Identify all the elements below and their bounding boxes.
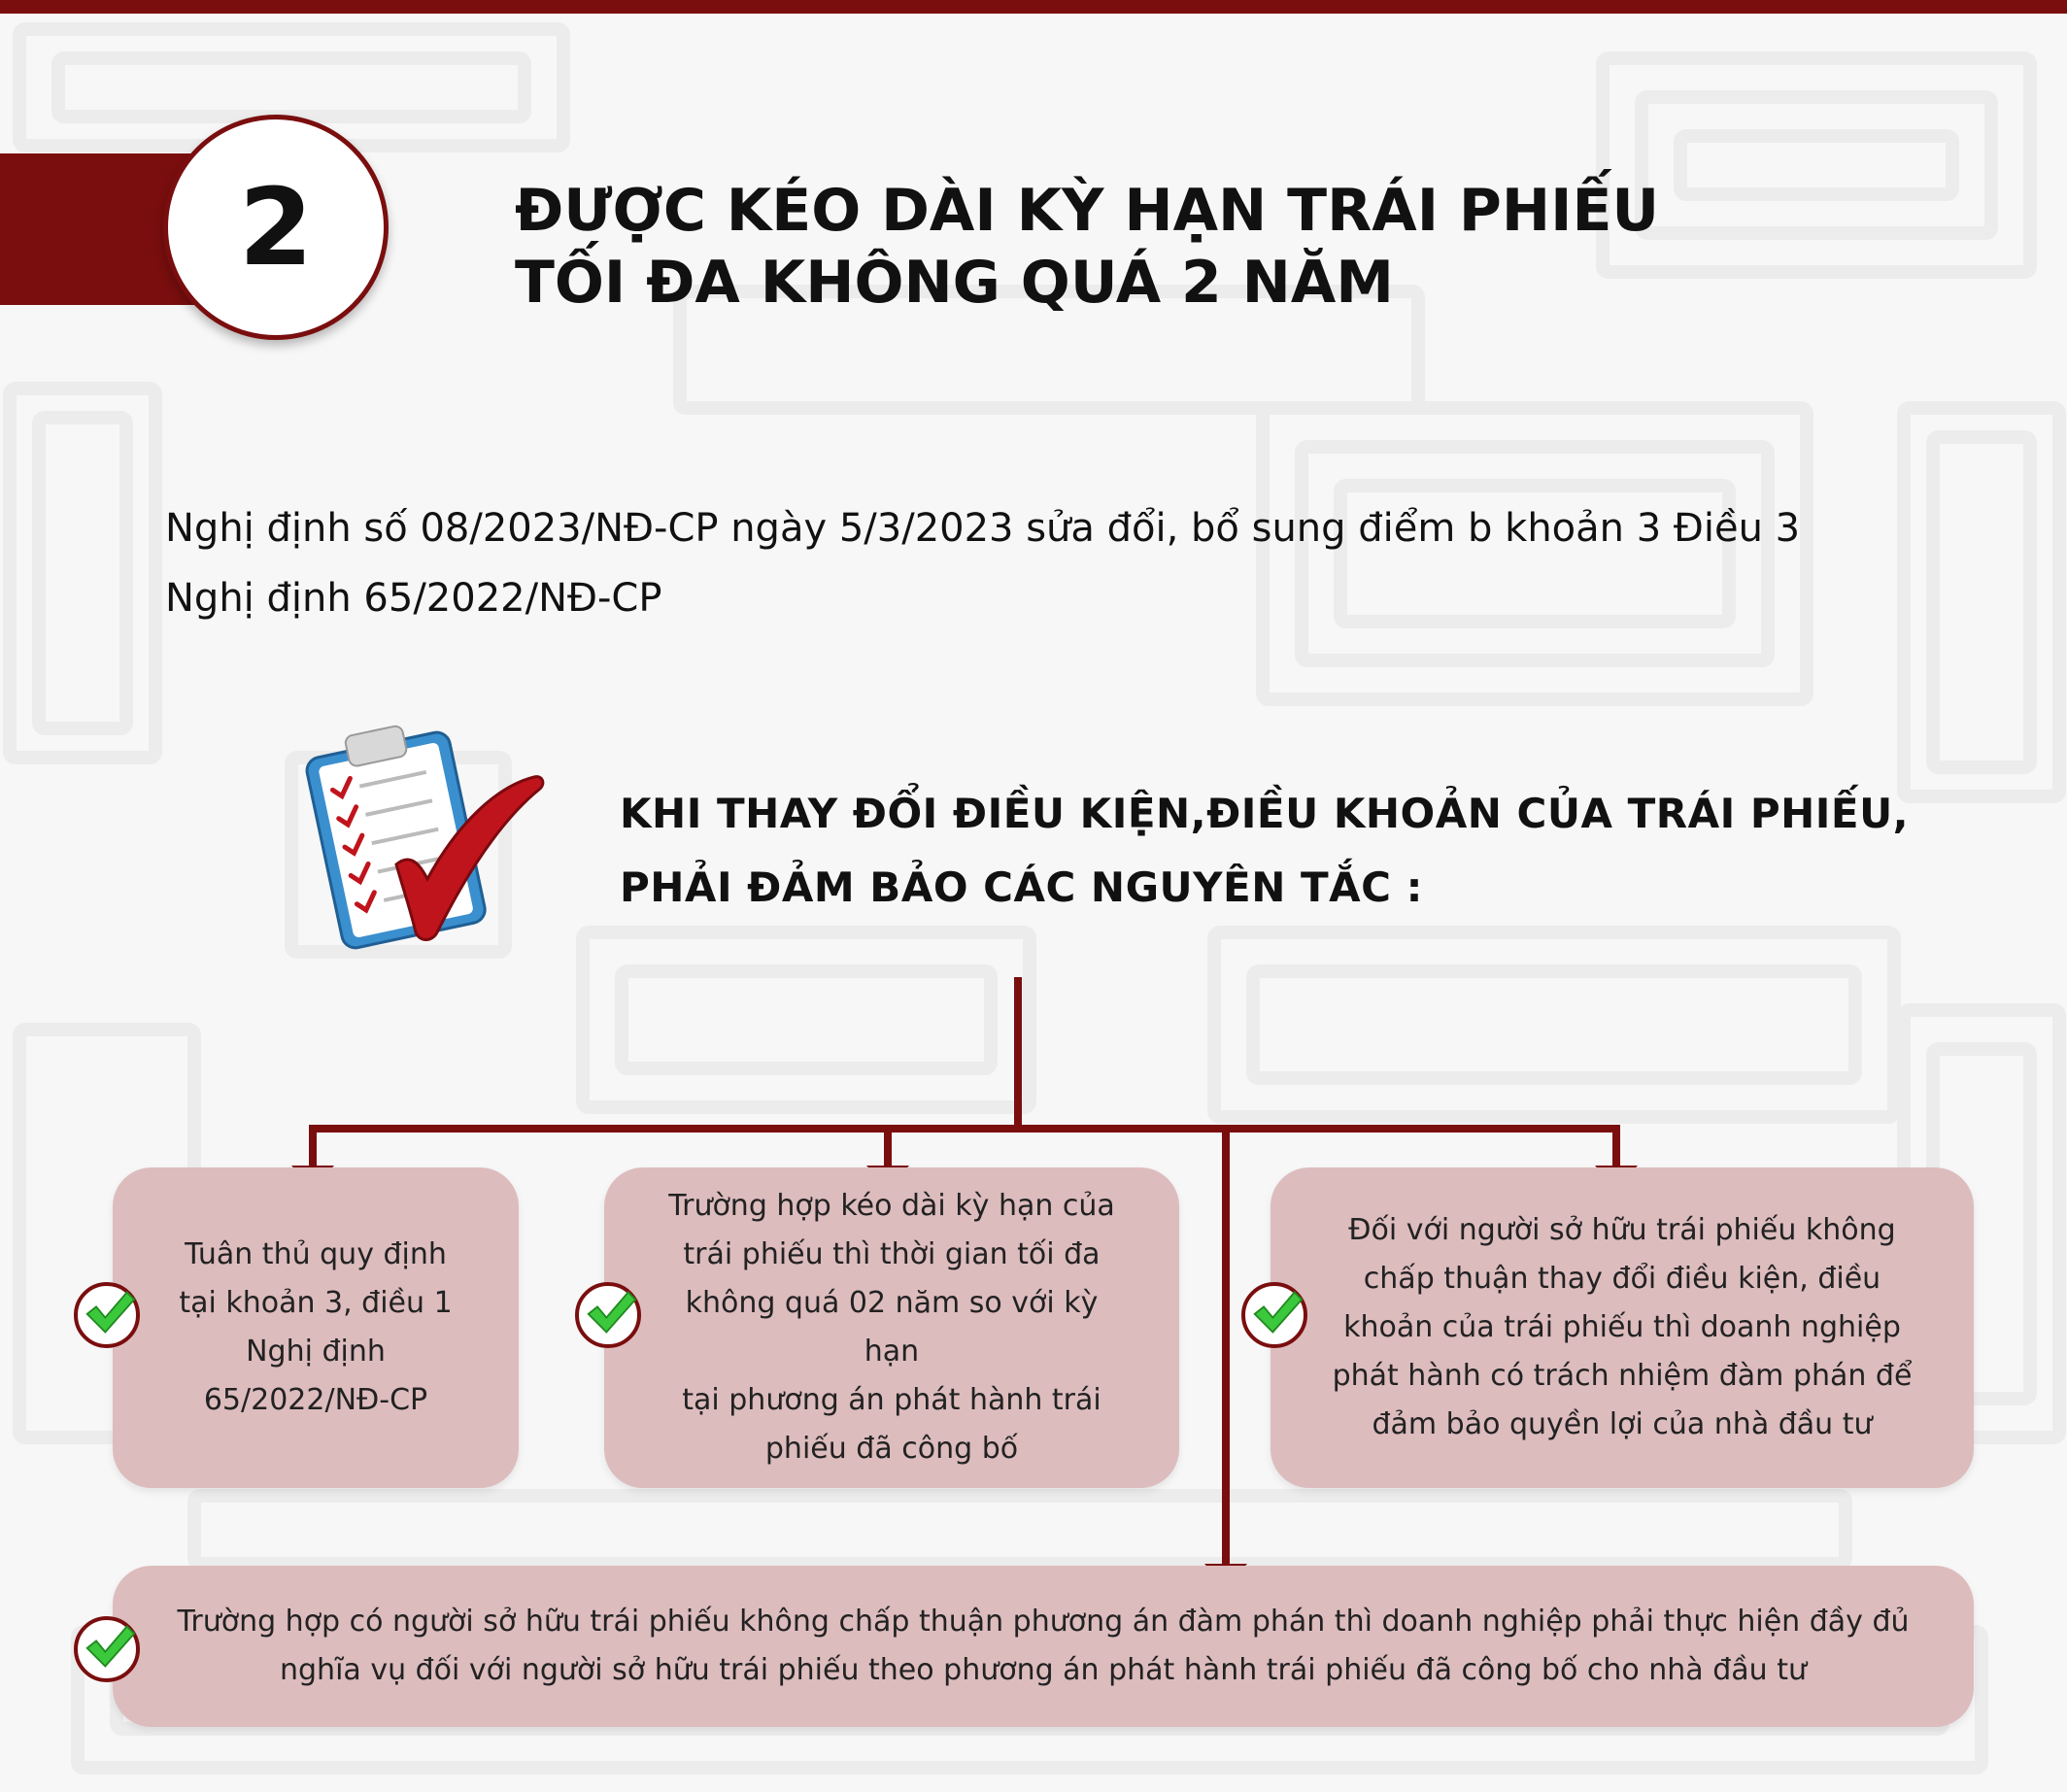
- principle-box-4: [113, 1566, 1974, 1727]
- principle-1-line: Tuân thủ quy định: [185, 1237, 447, 1271]
- principle-4-line: nghĩa vụ đối với người sở hữu trái phiếu theo phương án phát hành trái phiếu đã công bố cho nhà đầu tư: [280, 1653, 1807, 1687]
- intro-line-1: Nghị định số 08/2023/NĐ-CP ngày 5/3/2023 sửa đổi, bổ sung điểm b khoản 3 Điều 3: [165, 506, 1801, 551]
- principle-2-line: không quá 02 năm so với kỳ hạn: [685, 1286, 1099, 1369]
- title-line-2: TỐI ĐA KHÔNG QUÁ 2 NĂM: [515, 249, 1395, 317]
- principle-3-line: khoản của trái phiếu thì doanh nghiệp: [1343, 1310, 1901, 1344]
- green-check-icon: [1241, 1282, 1307, 1348]
- green-check-icon: [74, 1282, 140, 1348]
- principle-box-1: [113, 1167, 519, 1488]
- principle-1-line: tại khoản 3, điều 1: [179, 1286, 453, 1320]
- principle-4-line: Trường hợp có người sở hữu trái phiếu không chấp thuận phương án đàm phán thì doanh nghiệp phải thực hiện đầy đủ: [177, 1605, 1910, 1639]
- principle-2-line: Trường hợp kéo dài kỳ hạn của: [668, 1189, 1115, 1223]
- principle-1-line: 65/2022/NĐ-CP: [203, 1383, 428, 1417]
- principles-heading-line-1: KHI THAY ĐỔI ĐIỀU KIỆN,ĐIỀU KHOẢN CỦA TRÁI PHIẾU,: [620, 790, 1910, 837]
- green-check-icon: [575, 1282, 641, 1348]
- principle-3-line: đảm bảo quyền lợi của nhà đầu tư: [1372, 1407, 1873, 1441]
- principle-text-1: [170, 1231, 461, 1425]
- principle-box-3: [1271, 1167, 1974, 1488]
- green-check-icon: [74, 1616, 140, 1682]
- principle-3-line: Đối với người sở hữu trái phiếu không: [1348, 1213, 1896, 1247]
- intro-line-2: Nghị định 65/2022/NĐ-CP: [165, 576, 662, 621]
- principle-2-line: tại phương án phát hành trái: [682, 1383, 1101, 1417]
- principle-text-3: [1331, 1206, 1914, 1449]
- principle-2-line: phiếu đã công bố: [764, 1432, 1019, 1466]
- principle-text-2: [663, 1182, 1120, 1473]
- section-number: 2: [238, 165, 314, 289]
- principles-heading-line-2: PHẢI ĐẢM BẢO CÁC NGUYÊN TẮC :: [620, 863, 1423, 911]
- principle-2-line: trái phiếu thì thời gian tối đa: [683, 1237, 1101, 1271]
- principle-text-4: [159, 1598, 1927, 1695]
- principle-3-line: chấp thuận thay đổi điều kiện, điều: [1363, 1262, 1881, 1296]
- title-line-1: ĐƯỢC KÉO DÀI KỲ HẠN TRÁI PHIẾU: [515, 177, 1660, 245]
- principle-3-line: phát hành có trách nhiệm đàm phán để: [1332, 1359, 1913, 1393]
- principle-box-2: [604, 1167, 1179, 1488]
- principle-1-line: Nghị định: [246, 1335, 386, 1369]
